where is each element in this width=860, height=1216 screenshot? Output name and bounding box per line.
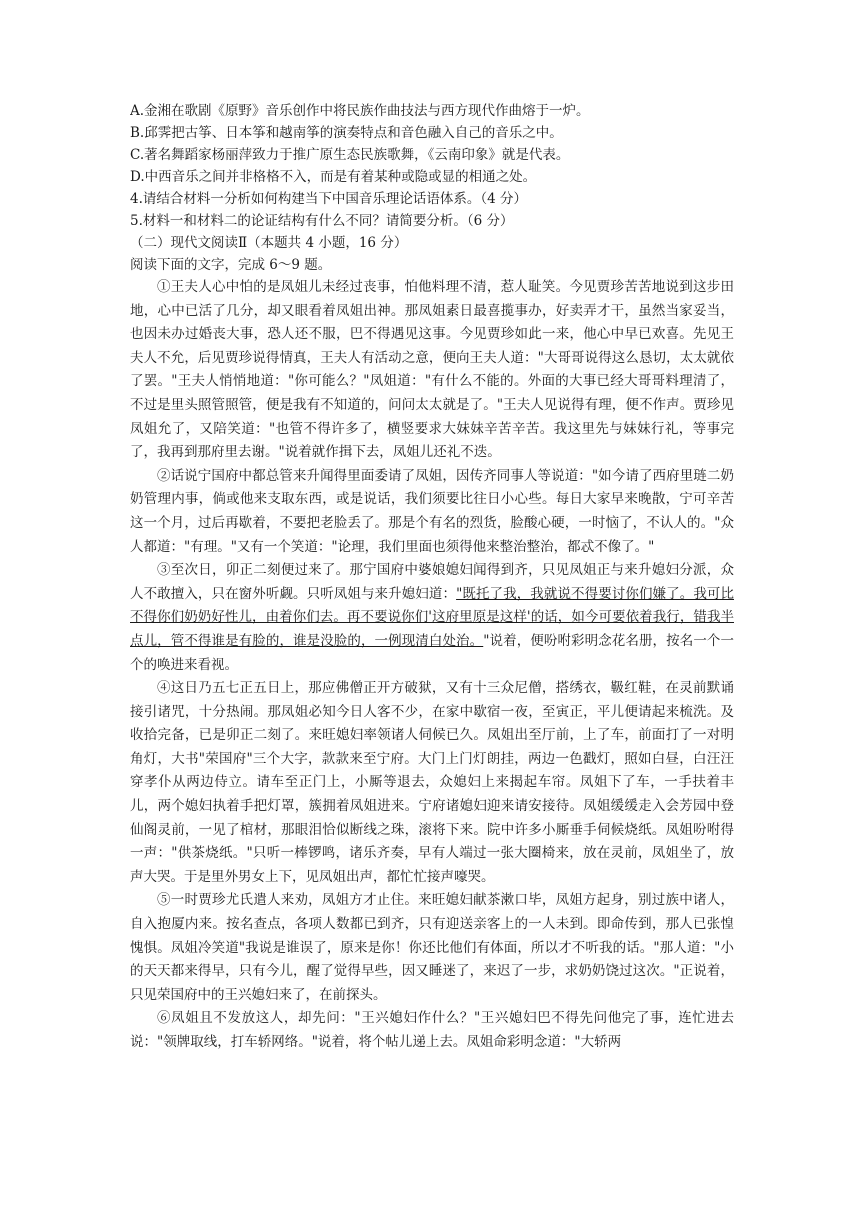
underlined-quote: "既托了我，我就说不得要讨你们嫌了。我可比不得你们奶奶好性儿，由着你们去。再不要说你们'这府里原是这样'的话，如今可要依着我行，错我半点儿，管不得谁是有脸的，谁是没脸的，一例现清白处治。 [130, 585, 734, 649]
option-b: B.邱霁把古筝、日本筝和越南筝的演奏特点和音色融入自己的音乐之中。 [130, 125, 563, 141]
paragraph-1: ①王夫人心中怕的是凤姐儿未经过丧事，怕他料理不清，惹人耻笑。今见贾珍苦苦地说到这步田地，心中已活了几分，却又眼看着凤姐出神。那凤姐素日最喜揽事办，好卖弄才干，虽然当家妥当，也因未办过婚丧大事，恐人还不服，巴不得遇见这事。今见贾珍如此一来，他心中早已欢喜。先见王夫人不允，后见贾珍说得情真，王夫人有活动之意，便向王夫人道："大哥哥说得这么恳切，太太就依了罢。"王夫人悄悄地道："你可能么？"凤姐道："有什么不能的。外面的大事已经大哥哥料理清了，不过是里头照管照管，便是我有不知道的，问问太太就是了。"王夫人见说得有理，便不作声。贾珍见凤姐允了，又陪笑道："也管不得许多了，横竖要求大妹妹辛苦辛苦。我这里先与妹妹行礼，等事完了，我再到那府里去谢。"说着就作揖下去，凤姐儿还礼不迭。 [130, 279, 734, 461]
section-instruction: 阅读下面的文字，完成 6～9 题。 [130, 257, 332, 273]
paragraph-6: ⑥凤姐且不发放这人，却先问："王兴媳妇作什么？"王兴媳妇巴不得先问他完了事，连忙进去说："领牌取线，打车轿网络。"说着，将个帖儿递上去。凤姐命彩明念道："大轿两 [130, 1010, 734, 1050]
paragraph-4: ④这日乃五七正五日上，那应佛僧正开方破狱，又有十三众尼僧，搭绣衣，靸红鞋，在灵前默诵接引诸咒，十分热闹。那凤姐必知今日人客不少，在家中歇宿一夜，至寅正，平儿便请起来梳洗。及收拾完备，已是卯正二刻了。来旺媳妇率领诸人伺候已久。凤姐出至厅前，上了车，前面打了一对明角灯，大书"荣国府"三个大字，款款来至宁府。大门上门灯朗挂，两边一色戳灯，照如白昼，白汪汪穿孝仆从两边侍立。请车至正门上，小厮等退去，众媳妇上来揭起车帘。凤姐下了车，一手扶着丰儿，两个媳妇执着手把灯罩，簇拥着凤姐进来。宁府诸媳妇迎来请安接待。凤姐缓缓走入会芳园中登仙阁灵前，一见了棺材，那眼泪恰似断线之珠，滚将下来。院中许多小厮垂手伺候烧纸。凤姐吩咐得一声："供茶烧纸。"只听一棒锣鸣，诸乐齐奏，早有人端过一张大圈椅来，放在灵前，凤姐坐了，放声大哭。于是里外男女上下，见凤姐出声，都忙忙接声嚎哭。 [130, 680, 734, 885]
paragraph-5: ⑤一时贾珍尤氏遣人来劝，凤姐方才止住。来旺媳妇献茶漱口毕，凤姐方起身，别过族中诸人，自入抱厦内来。按名查点，各项人数都已到齐，只有迎送亲客上的一人未到。即命传到，那人已张惶愧惧。凤姐冷笑道"我说是谁误了，原来是你！你还比他们有体面，所以才不听我的话。"那人道："小的天天都来得早，只有今儿，醒了觉得早些，因又睡迷了，来迟了一步，求奶奶饶过这次。"正说着，只见荣国府中的王兴媳妇来了，在前探头。 [130, 892, 734, 1003]
paragraph-3-tail: "说着，便吩咐彩明念花名册，按名一个一个的唤进来看视。 [130, 632, 734, 673]
option-c: C.著名舞蹈家杨丽萍致力于推广原生态民族歌舞，《云南印象》就是代表。 [130, 147, 570, 163]
exam-page [130, 100, 734, 1055]
question-5: 5.材料一和材料二的论证结构有什么不同？请简要分析。（6 分） [130, 213, 514, 229]
option-d: D.中西音乐之间并非格格不入，而是有着某种或隐或显的相通之处。 [130, 169, 537, 185]
option-a: A.金湘在歌剧《原野》音乐创作中将民族作曲技法与西方现代作曲熔于一炉。 [130, 103, 590, 119]
paragraph-3 [130, 559, 734, 677]
section-title: （二）现代文阅读Ⅱ（本题共 4 小题，16 分） [130, 235, 408, 251]
paragraph-2: ②话说宁国府中都总管来升闻得里面委请了凤姐，因传齐同事人等说道："如今请了西府里琏二奶奶管理内事，倘或他来支取东西，或是说话，我们须要比往日小心些。每日大家早来晚散，宁可辛苦这一个月，过后再歇着，不要把老脸丢了。那是个有名的烈货，脸酸心硬，一时恼了，不认人的。"众人都道："有理。"又有一个笑道："论理，我们里面也须得他来整治整治，都忒不像了。" [130, 467, 734, 555]
question-4: 4.请结合材料一分析如何构建当下中国音乐理论话语体系。（4 分） [130, 191, 528, 207]
paragraph-3-text: ③至次日，卯正二刻便过来了。那宁国府中婆娘媳妇闻得到齐，只见凤姐正与来升媳妇分派，众人不敢擅入，只在窗外听觑。只听凤姐与来升媳妇道： [130, 562, 734, 602]
